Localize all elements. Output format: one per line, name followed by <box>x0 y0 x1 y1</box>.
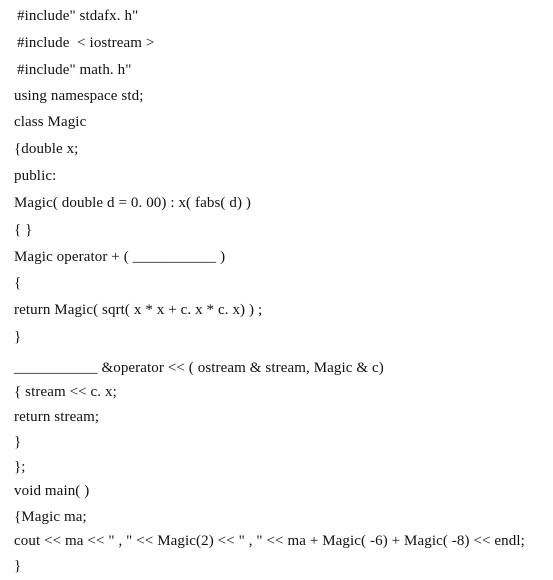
code-line-22: } <box>14 558 22 574</box>
code-line-10: Magic operator + ( ___________ ) <box>14 249 226 265</box>
code-line-1: #include" stdafx. h" <box>17 8 139 24</box>
code-line-17: } <box>14 434 22 450</box>
code-line-20: {Magic ma; <box>14 509 87 525</box>
code-line-6: {double x; <box>14 141 79 157</box>
code-line-19: void main( ) <box>14 483 90 499</box>
code-line-16: return stream; <box>14 409 100 425</box>
code-line-3: #include" math. h" <box>17 62 132 78</box>
code-line-12: return Magic( sqrt( x * x + c. x * c. x) ) ; <box>14 302 263 318</box>
code-line-14: ___________ &operator << ( ostream & stream, Magic & c) <box>14 360 384 376</box>
code-line-21: cout << ma << " , " << Magic(2) << " , " << ma + Magic( -6) + Magic( -8) << endl; <box>14 533 525 549</box>
code-line-4: using namespace std; <box>14 88 144 104</box>
code-line-8: Magic( double d = 0. 00) : x( fabs( d) ) <box>14 195 251 211</box>
code-line-15: { stream << c. x; <box>14 384 117 400</box>
code-line-11: { <box>14 275 22 291</box>
code-line-13: } <box>14 329 22 345</box>
code-line-9: { } <box>14 222 33 238</box>
code-line-7: public: <box>14 168 57 184</box>
code-line-2: #include < iostream > <box>17 35 155 51</box>
code-line-5: class Magic <box>14 114 87 130</box>
code-line-18: }; <box>14 459 26 475</box>
